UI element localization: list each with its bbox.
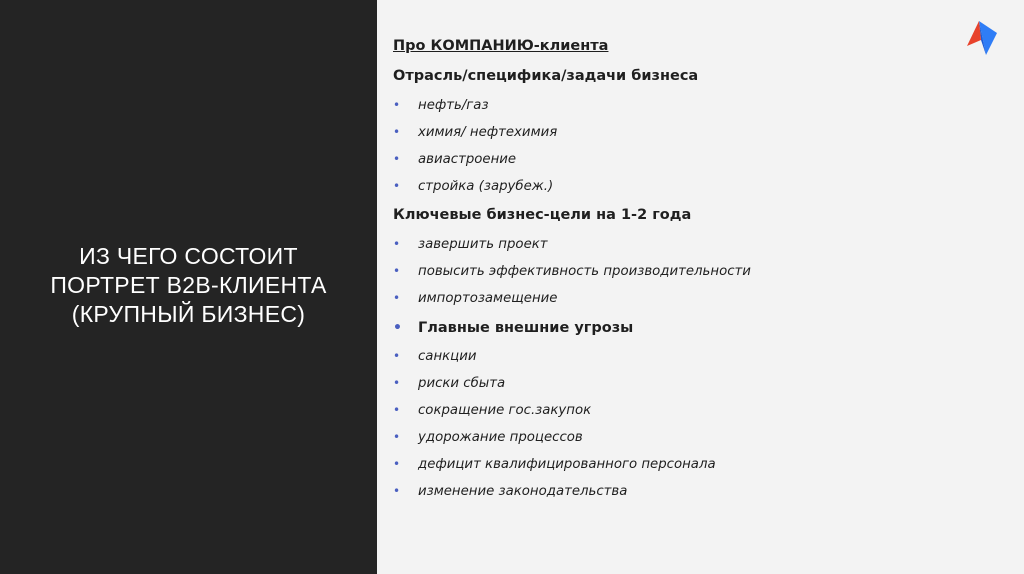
section-title-goals: Ключевые бизнес-цели на 1-2 года (393, 207, 692, 223)
list-item: • стройка (зарубеж.) (393, 179, 554, 194)
bullet-icon: • (393, 484, 401, 498)
list-item: • импортозамещение (393, 291, 558, 306)
bullet-icon: • (393, 125, 401, 139)
slide-title (0, 242, 377, 329)
list-item: • химия/ нефтехимия (393, 125, 558, 140)
bullet-icon: • (393, 430, 401, 444)
bullet-icon: • (393, 403, 401, 417)
bullet-icon: • (393, 179, 401, 193)
list-item: • удорожание процессов (393, 430, 583, 445)
list-item: • изменение законодательства (393, 484, 628, 499)
list-item: • завершить проект (393, 237, 548, 252)
bullet-icon: • (393, 349, 401, 363)
list-item: • риски сбыта (393, 376, 506, 391)
company-logo-icon (966, 20, 998, 56)
list-item: • авиастроение (393, 152, 517, 167)
slide-title-line-3: (КРУПНЫЙ БИЗНЕС) (71, 301, 306, 327)
list-item: • повысить эффективность производительности (393, 264, 751, 279)
list-item: • дефицит квалифицированного персонала (393, 457, 716, 472)
bullet-icon: • (393, 152, 401, 166)
slide-title-line-2: ПОРТРЕТ B2B-КЛИЕНТА (50, 272, 327, 298)
title-panel (0, 0, 377, 574)
bullet-icon: • (393, 98, 401, 112)
section-title-industry: Отрасль/специфика/задачи бизнеса (393, 68, 699, 84)
bullet-icon: • (393, 376, 401, 390)
list-item: • нефть/газ (393, 98, 489, 113)
list-item: • санкции (393, 349, 477, 364)
bullet-icon: • (393, 291, 401, 305)
company-heading: Про КОМПАНИЮ-клиента (393, 38, 609, 54)
bullet-icon: • (393, 264, 401, 278)
slide-title-line-1: ИЗ ЧЕГО СОСТОИТ (79, 243, 298, 269)
bullet-icon: • (393, 320, 402, 336)
list-item: • сокращение гос.закупок (393, 403, 592, 418)
section-title-threats: • Главные внешние угрозы (393, 320, 634, 336)
bullet-icon: • (393, 457, 401, 471)
bullet-icon: • (393, 237, 401, 251)
